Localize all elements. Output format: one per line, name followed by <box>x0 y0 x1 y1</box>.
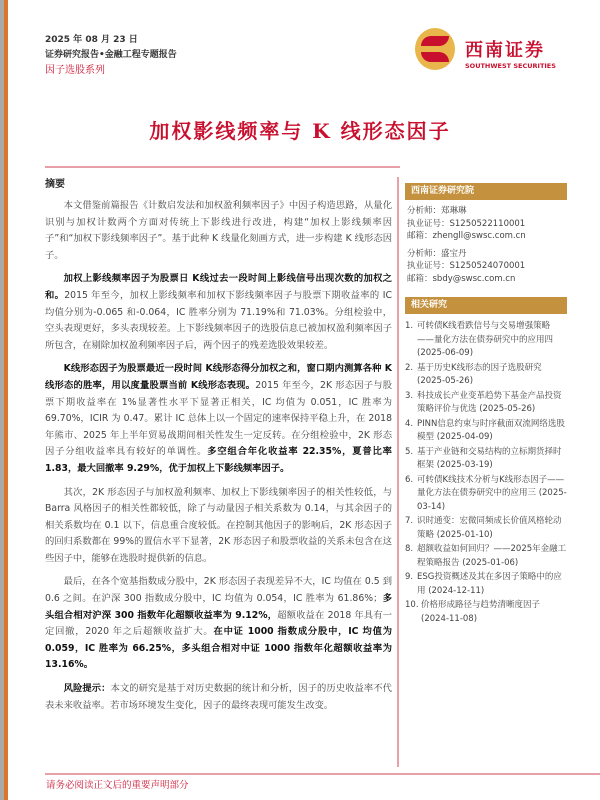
footer-divider <box>45 773 600 775</box>
bold-text: 多空组合年化收益率 22.35%，夏普比率 1.83，最大回撤率 9.29%，优于加权上下影线频率因子。 <box>45 446 392 474</box>
list-item[interactable] <box>405 320 567 361</box>
list-item[interactable] <box>405 362 567 389</box>
item-number: 7. <box>405 516 414 526</box>
abstract-paragraph <box>45 361 392 477</box>
item-text: 基于历史K线形态的因子选股研究 (2025-05-26) <box>417 362 542 386</box>
company-logo <box>415 28 565 76</box>
risk-text: 本文的研究是基于对历史数据的统计和分析，因子的历史收益率不代表未来收益率。若市场环境发生变化，因子的最终表现可能发生改变。 <box>45 683 392 711</box>
logo-emblem-icon <box>415 28 455 70</box>
bold-text: 多头组合相对沪深 300 指数年化超额收益率为 9.12%， <box>45 593 392 621</box>
analyst-block <box>405 248 567 286</box>
list-item[interactable] <box>405 599 567 626</box>
paragraph-text: 2015 年至今，加权上影线频率和加权下影线频率因子与股票下期收益率的 IC 均值分别为-0.065 和-0.064，IC 胜率分别为 71.19%和 71.03%。分组检验中，空头表现更好，多头表现较差。上下影线频率因子的选股信息已被加权盈利频率因子所包含，在剔除加权盈利频率因子后，两个因子的残差选股效果较差。 <box>45 289 392 351</box>
abstract-section <box>45 178 392 721</box>
item-text: 可转债K线技术分析与K线形态因子——量化方法在债券研究中的应用三 (2025-03-14) <box>417 474 567 512</box>
column-divider <box>397 177 399 767</box>
abstract-paragraph <box>45 271 392 354</box>
item-number: 10. <box>405 600 419 610</box>
logo-name-cn: 西南证券 <box>465 40 545 61</box>
item-number: 3. <box>405 390 414 401</box>
bold-lead: 加权上影线频率因子为股票日 K线过去一段时间上影线信号出现次数的加权之和。 <box>45 273 392 301</box>
paragraph-text: 最后，在各个宽基指数成分股中，2K 形态因子表现差异不大，IC 均值在 0.5 到 0.6 之间。在沪深 300 指数成分股中，IC 均值为 0.054，IC 胜率为 61.86%； <box>45 576 392 605</box>
bold-text: 在中证 1000 指数成分股中，IC 均值为 0.059，IC 胜率为 66.25%，多头组合相对中证 1000 指数年化超额收益率为 13.16%。 <box>45 626 392 671</box>
report-type: 证券研究报告•金融工程专题报告 <box>45 50 177 60</box>
list-item[interactable] <box>405 418 567 445</box>
item-text: 价格形成路径与趋势清晰度因子 (2024-11-08) <box>421 600 541 624</box>
item-text: 超额收益如何回归？——2025年金融工程策略报告 (2025-01-06) <box>417 544 567 568</box>
item-text: ESG投资概述及其在多因子策略中的应用 (2024-12-11) <box>417 572 562 596</box>
list-item[interactable] <box>405 446 567 473</box>
item-number: 5. <box>405 446 414 457</box>
list-item[interactable] <box>405 515 567 542</box>
analyst-block <box>405 205 567 243</box>
abstract-paragraph <box>45 574 392 674</box>
abstract-heading: 摘要 <box>45 179 65 190</box>
logo-name-en: SOUTHWEST SECURITIES <box>465 62 556 70</box>
item-number: 9. <box>405 572 414 582</box>
item-text: PINN信息约束与时序截面双流网络选股模型 (2025-04-09) <box>417 418 565 442</box>
footer-disclaimer: 请务必阅读正文后的重要声明部分 <box>46 780 189 791</box>
item-number: 2. <box>405 362 414 373</box>
report-series: 因子选股系列 <box>45 65 105 76</box>
item-number: 8. <box>405 544 414 554</box>
list-item[interactable] <box>405 543 567 570</box>
paragraph-text: 2015 年至今，2K 形态因子与股票下期收益率在 1%显著性水平下显著正相关，IC 均值为 0.051，IC 胜率为 69.70%，ICIR 为 0.47。累计 IC 总体上以一个固定的速率保持平稳上升，在 2018 年熊市、2025 年上半年贸易战期间相关性发生一定反转。在分组检验中，2K 形态因子分组收益率具有较好的单调性。 <box>45 379 392 458</box>
analyst-license: 执业证号：S1250524070001 <box>407 261 526 271</box>
abstract-paragraph: 本文借鉴前篇报告《计数启发法和加权盈利频率因子》中因子构造思路，从量化识别与加权计数两个方面对传统上下影线进行改进，构建“加权上影线频率因子”和“加权下影线频率因子”。基于此种 K 线量化刻画方式，进一步构建 K 线形态因子。 <box>45 200 392 261</box>
list-item[interactable] <box>405 474 567 515</box>
analyst-email[interactable]: 邮箱：sbdy@swsc.com.cn <box>407 273 516 284</box>
analyst-email[interactable]: 邮箱：zhengll@swsc.com.cn <box>407 231 526 241</box>
item-text: 可转债K线看跌信号与交易增强策略——量化方法在债券研究中的应用四 (2025-06-09) <box>417 321 554 358</box>
divider <box>45 166 400 168</box>
report-date: 2025 年 08 月 23 日 <box>45 35 138 45</box>
item-number: 6. <box>405 474 414 485</box>
abstract-paragraph: 其次，2K 形态因子与加权盈利频率、加权上下影线频率因子的相关性较低，与 Barra 风格因子的相关性都较低，除了与动量因子相关系数为 0.14，与其余因子的相关系数均在 0.1 以下，信息重合度较低。在控制其他因子的影响后，2K 形态因子的回归系数都在 99%的置信水平下显著，2K 形态因子和股票收益的关系未包含在这些因子中，能够在选股时提供新的信息。 <box>45 486 392 564</box>
item-number: 4. <box>405 418 414 429</box>
related-research-list <box>405 320 567 626</box>
bold-lead: K线形态因子为股票最近一段时间 K线形态得分加权之和，窗口期内测算各种 K线形态的胜率，用以度量股票当前 K线形态表现。 <box>45 363 392 391</box>
item-text: 识时通变：宏微同频成长价值风格轮动策略 (2025-01-10) <box>417 516 562 540</box>
analyst-name: 分析师：盛宝丹 <box>407 248 467 259</box>
institute-heading: 西南证券研究院 <box>405 183 567 200</box>
page-title: 加权影线频率与 K 线形态因子 <box>149 119 451 143</box>
item-number: 1. <box>405 321 414 331</box>
analyst-license: 执业证号：S1250522110001 <box>407 218 526 229</box>
list-item[interactable] <box>405 571 567 598</box>
item-text: 基于产业链和交易结构的立标期货择时框架 (2025-03-19) <box>417 446 562 470</box>
related-heading: 相关研究 <box>405 297 567 314</box>
item-text: 科技成长产业变革趋势下基金产品投资策略评价与优选 (2025-05-26) <box>417 390 562 414</box>
report-header <box>45 33 177 78</box>
risk-label: 风险提示： <box>63 683 111 695</box>
analyst-name: 分析师：郑琳琳 <box>407 206 467 216</box>
paragraph-text: 超额收益在 2018 年具有一定回撤，2020 年之后超额收益扩大。 <box>45 609 393 638</box>
sidebar <box>405 183 567 627</box>
list-item[interactable] <box>405 390 567 417</box>
risk-warning <box>45 681 392 714</box>
